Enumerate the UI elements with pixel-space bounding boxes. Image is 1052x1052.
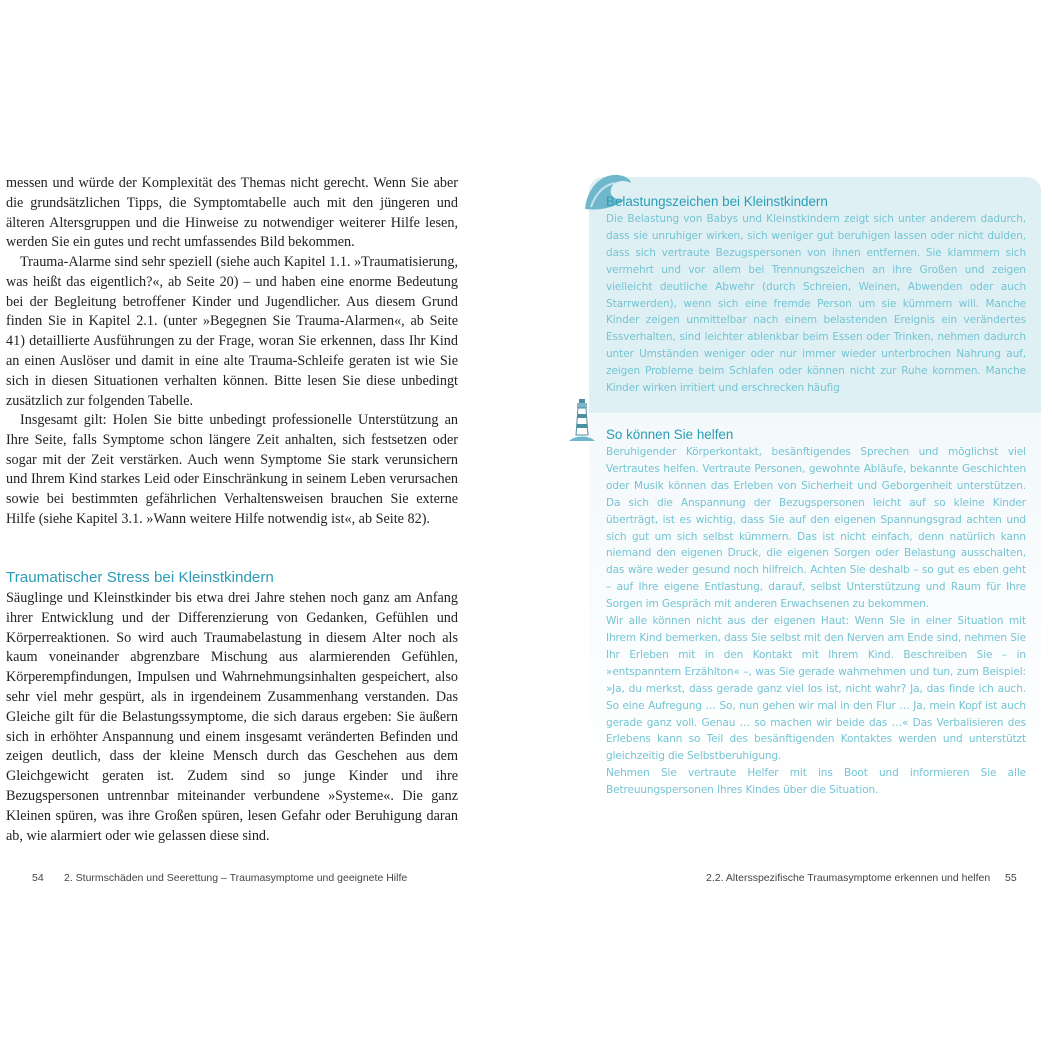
right-page <box>526 0 1052 1052</box>
page-number-right: 55 <box>1005 872 1017 884</box>
section-heading: Traumatischer Stress bei Kleinstkindern <box>6 569 274 586</box>
box-heading-symptoms: Belastungszeichen bei Kleinstkindern <box>606 194 828 209</box>
body-paragraph-1: messen und würde der Komplexität des Themas nicht gerecht. Wenn Sie aber die grundsätzlichen Tipps, die Symptomtabelle auch mit den jüngeren und älteren Altersgruppen und die Hinweise zu notwendiger weiterer Hilfe lesen, werden Sie ein gutes und recht umfassendes Bild bekommen. <box>6 175 458 251</box>
lighthouse-icon <box>567 397 597 443</box>
running-footer-right: 2.2. Altersspezifische Traumasymptome erkennen und helfen <box>706 872 991 884</box>
box-heading-help: So können Sie helfen <box>606 427 734 442</box>
box-text-help <box>606 444 1026 799</box>
box-paragraph: Wir alle können nicht aus der eigenen Haut: Wenn Sie in einer Situation mit Ihrem Kind bemerken, dass Sie selbst mit den Nerven am Ende sind, nehmen Sie Ihr Erleben mit in den Kontakt mit Ihrem Kind. Beschreiben Sie – in »entspanntem Erzählton« –, was Sie gerade wahrnehmen und tun, zum Beispiel: »Ja, du merkst, dass gerade ganz viel los ist, nicht wahr? Ja, das finde ich auch. So eine Aufregung … So, nun gehen wir mal in den Flur … Ja, mein Kopf ist auch gerade ganz voll. Genau … so machen wir beide das …« Das Verbalisieren des Erlebens kann so Teil des besänftigenden Kontaktes werden und unterstützt gleichzeitig die Selbstberuhigung. <box>606 615 1026 763</box>
running-footer-left: 2. Sturmschäden und Seerettung – Traumasymptome und geeignete Hilfe <box>64 872 408 884</box>
box-text-symptoms <box>606 211 1026 397</box>
section-paragraph: Säuglinge und Kleinstkinder bis etwa drei Jahre stehen noch ganz am Anfang ihrer Entwicklung und der Differenzierung von Gedanken, Gefühlen und Körperreaktionen. So wird auch Traumabelastung in diesem Alter noch als kaum voneinander abgrenzbare Mischung aus alarmierenden Gefühlen, Körperempfindungen, Impulsen und Wahrnehmungsinhalten gespeichert, also sehr viel mehr gespürt, als in irgendeinem Zusammenhang verstanden. Das Gleiche gilt für die Belastungssymptome, die sich daraus ergeben: Sie äußern sich in erhöhter Anspannung und einem insgesamt veränderten Befinden und zeigen deutlich, dass der kleine Mensch durch das Geschehen aus dem Gleichgewicht geraten ist. Zudem sind so junge Kinder und ihre Bezugspersonen untrennbar miteinander verbundene »Systeme«. Die ganz Kleinen spüren, was ihre Großen spüren, lesen Gefahr oder Beruhigung daran ab, wie alarmiert oder wie gelassen diese sind. <box>6 590 458 844</box>
body-paragraph-2: Trauma-Alarme sind sehr speziell (siehe auch Kapitel 1.1. »Traumatisierung, was heißt das eigentlich?«, ab Seite 20) – und haben eine enorme Bedeutung bei der Begleitung betroffener Kinder und Jugendlicher. Aus diesem Grund finden Sie in Kapitel 2.1. (unter »Begegnen Sie Trauma-Alarmen«, ab Seite 41) detaillierte Ausführungen zu der Frage, woran Sie erkennen, dass Ihr Kind an einen Auslöser und damit in eine alte Trauma-Schleife geraten ist wie Sie sich in diesen Situationen verhalten können. Bitte lesen Sie diese unbedingt zusätzlich zur folgenden Tabelle. <box>6 254 458 409</box>
page-number-left: 54 <box>32 872 44 884</box>
box-paragraph: Beruhigender Körperkontakt, besänftigendes Sprechen und möglichst viel Vertrautes helfen. Vertraute Personen, gewohnte Abläufe, bekannte Geschichten oder Musik können das Erleben von Sicherheit und Geborgenheit unterstützen. Da sich die Anspannung der Bezugspersonen leicht auf so kleine Kinder überträgt, ist es wichtig, dass Sie auf den eigenen Spannungsgrad achten und sich gut um sich selbst kümmern. Das ist nicht einfach, denn natürlich kann niemand den eigenen Druck, die eigenen Sorgen oder Belastung ausschalten, das wäre weder gesund noch hilfreich. Achten Sie deshalb – so gut es eben geht – auf Ihre eigene Entlastung, darauf, selbst Unterstützung und Raum für Ihre Sorgen im Gespräch mit anderen Erwachsenen zu bekommen. <box>606 446 1026 611</box>
body-paragraph-3: Insgesamt gilt: Holen Sie bitte unbedingt professionelle Unterstützung an Ihre Seite, falls Symptome schon längere Zeit anhalten, sich festsetzen oder sogar mit der Zeit verstärken. Auch wenn Symptome Sie stark verunsichern und Ihrem Kind starkes Leid oder Einschränkung in seinem Leben verursachen sowie bei bestimmten gefährlichen Verhaltensweisen brauchen Sie externe Hilfe (siehe Kapitel 3.1. »Wann weitere Hilfe notwendig ist«, ab Seite 82). <box>6 412 458 527</box>
info-box <box>589 177 1041 817</box>
box-paragraph: Die Belastung von Babys und Kleinstkindern zeigt sich unter anderem dadurch, dass sie unruhiger wirken, sich weniger gut beruhigen lassen oder nicht dulden, dass sich vertraute Bezugspersonen von ihnen entfernen. Sie klammern sich vermehrt und vor allem bei Trennungszeichen an ihre Großen und zeigen vielleicht deutliche Abwehr (durch Schreien, Weinen, Abwenden oder auch Starrwerden), wenn sich eine fremde Person um sie kümmern will. Manche Kinder zeigen unmittelbar nach einem belastenden Ereignis ein verändertes Essverhalten, sind leichter ablenkbar beim Essen oder Trinken, nehmen dadurch unter Umständen weniger oder nur immer wieder unterbrochen Nahrung auf, zeigen Probleme beim Schlafen oder können nicht zur Ruhe kommen. Manche Kinder wirken irritiert und erschrecken häufig <box>606 213 1026 395</box>
box-paragraph: Nehmen Sie vertraute Helfer mit ins Boot und informieren Sie alle Betreuungspersonen Ihres Kindes über die Situation. <box>606 767 1026 797</box>
